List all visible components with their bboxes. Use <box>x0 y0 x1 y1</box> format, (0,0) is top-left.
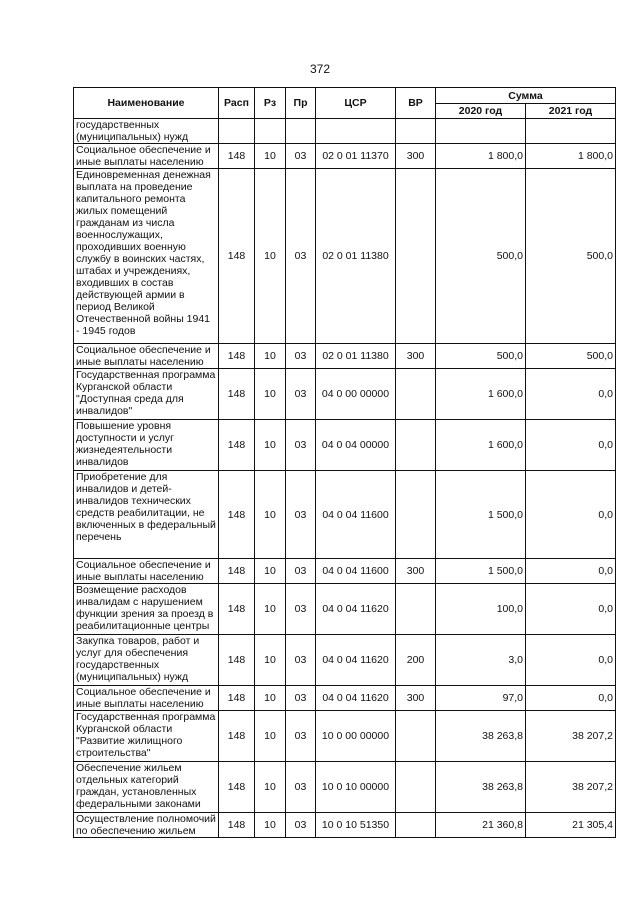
cell-rz: 10 <box>255 559 286 584</box>
table-row <box>74 559 616 584</box>
cell-name: Приобретение для инвалидов и детей-инвалидов технических средств реабилитации, не включенных в федеральный перечень <box>74 471 219 559</box>
header-year-2021: 2021 год <box>526 104 616 119</box>
cell-pr: 03 <box>286 711 316 762</box>
cell-name: Государственная программа Курганской области "Доступная среда для инвалидов" <box>74 369 219 420</box>
cell-sum-2020 <box>436 119 526 144</box>
cell-rasp: 148 <box>219 686 255 711</box>
cell-sum-2021 <box>526 119 616 144</box>
page-number: 372 <box>309 62 331 76</box>
cell-name: Осуществление полномочий по обеспечению жильем <box>74 813 219 838</box>
cell-vr: 300 <box>396 686 436 711</box>
cell-sum-2020: 38 263,8 <box>436 762 526 813</box>
cell-pr: 03 <box>286 144 316 169</box>
cell-sum-2020: 1 600,0 <box>436 369 526 420</box>
cell-rz: 10 <box>255 344 286 369</box>
cell-pr <box>286 119 316 144</box>
cell-rasp: 148 <box>219 420 255 471</box>
cell-pr: 03 <box>286 420 316 471</box>
cell-rz: 10 <box>255 144 286 169</box>
cell-name: государственных (муниципальных) нужд <box>74 119 219 144</box>
cell-name: Социальное обеспечение и иные выплаты населению <box>74 686 219 711</box>
cell-rz <box>255 119 286 144</box>
cell-vr <box>396 711 436 762</box>
cell-sum-2021: 38 207,2 <box>526 711 616 762</box>
cell-sum-2021: 0,0 <box>526 686 616 711</box>
cell-rz: 10 <box>255 762 286 813</box>
cell-name: Единовременная денежная выплата на проведение капитального ремонта жилых помещений гражданам из числа военнослужащих, проходивших военную службу в воинских частях, штабах и учреждениях, входивших в состав действующей армии в период Великой Отечественной войны 1941 - 1945 годов <box>74 169 219 344</box>
cell-rasp: 148 <box>219 711 255 762</box>
cell-sum-2021: 0,0 <box>526 559 616 584</box>
cell-sum-2021: 0,0 <box>526 471 616 559</box>
cell-name: Закупка товаров, работ и услуг для обеспечения государственных (муниципальных) нужд <box>74 635 219 686</box>
budget-table <box>73 87 616 838</box>
cell-sum-2020: 1 500,0 <box>436 471 526 559</box>
cell-csr <box>316 119 396 144</box>
cell-rasp: 148 <box>219 762 255 813</box>
cell-name: Повышение уровня доступности и услуг жизнедеятельности инвалидов <box>74 420 219 471</box>
cell-sum-2020: 3,0 <box>436 635 526 686</box>
cell-vr <box>396 420 436 471</box>
header-rz: Рз <box>255 88 286 119</box>
cell-pr: 03 <box>286 471 316 559</box>
cell-csr: 10 0 10 00000 <box>316 762 396 813</box>
table-row <box>74 169 616 344</box>
cell-csr: 04 0 04 11620 <box>316 584 396 635</box>
header-name: Наименование <box>74 88 219 119</box>
cell-sum-2021: 38 207,2 <box>526 762 616 813</box>
header-pr: Пр <box>286 88 316 119</box>
cell-csr: 10 0 00 00000 <box>316 711 396 762</box>
cell-pr: 03 <box>286 559 316 584</box>
cell-csr: 02 0 01 11380 <box>316 344 396 369</box>
cell-name: Обеспечение жильем отдельных категорий граждан, установленных федеральными законами <box>74 762 219 813</box>
cell-csr: 04 0 04 11620 <box>316 635 396 686</box>
cell-vr <box>396 369 436 420</box>
cell-vr <box>396 119 436 144</box>
cell-sum-2021: 0,0 <box>526 635 616 686</box>
cell-csr: 10 0 10 51350 <box>316 813 396 838</box>
cell-rz: 10 <box>255 471 286 559</box>
cell-sum-2021: 500,0 <box>526 169 616 344</box>
cell-vr <box>396 762 436 813</box>
cell-rasp: 148 <box>219 471 255 559</box>
cell-sum-2020: 1 600,0 <box>436 420 526 471</box>
table-row <box>74 635 616 686</box>
cell-vr: 200 <box>396 635 436 686</box>
cell-csr: 02 0 01 11370 <box>316 144 396 169</box>
cell-name: Социальное обеспечение и иные выплаты населению <box>74 144 219 169</box>
cell-sum-2021: 1 800,0 <box>526 144 616 169</box>
table-row <box>74 119 616 144</box>
cell-rasp: 148 <box>219 635 255 686</box>
cell-rasp: 148 <box>219 169 255 344</box>
cell-rz: 10 <box>255 635 286 686</box>
cell-csr: 02 0 01 11380 <box>316 169 396 344</box>
cell-pr: 03 <box>286 584 316 635</box>
cell-pr: 03 <box>286 169 316 344</box>
cell-rz: 10 <box>255 169 286 344</box>
cell-name: Возмещение расходов инвалидам с нарушением функции зрения за проезд в реабилитационные центры <box>74 584 219 635</box>
header-vr: ВР <box>396 88 436 119</box>
cell-sum-2020: 500,0 <box>436 344 526 369</box>
cell-sum-2021: 0,0 <box>526 369 616 420</box>
cell-sum-2020: 1 800,0 <box>436 144 526 169</box>
cell-rz: 10 <box>255 420 286 471</box>
cell-sum-2020: 21 360,8 <box>436 813 526 838</box>
cell-sum-2021: 21 305,4 <box>526 813 616 838</box>
cell-vr: 300 <box>396 144 436 169</box>
header-sum: Сумма <box>436 88 616 104</box>
table-row <box>74 686 616 711</box>
cell-rasp: 148 <box>219 369 255 420</box>
cell-sum-2020: 1 500,0 <box>436 559 526 584</box>
table-row <box>74 471 616 559</box>
cell-csr: 04 0 04 11600 <box>316 471 396 559</box>
cell-pr: 03 <box>286 344 316 369</box>
cell-rz: 10 <box>255 813 286 838</box>
table-row <box>74 711 616 762</box>
cell-rz: 10 <box>255 711 286 762</box>
cell-sum-2021: 500,0 <box>526 344 616 369</box>
cell-pr: 03 <box>286 635 316 686</box>
cell-sum-2020: 500,0 <box>436 169 526 344</box>
cell-rasp: 148 <box>219 813 255 838</box>
cell-name: Социальное обеспечение и иные выплаты населению <box>74 559 219 584</box>
cell-rz: 10 <box>255 686 286 711</box>
table-row <box>74 144 616 169</box>
cell-sum-2020: 100,0 <box>436 584 526 635</box>
cell-csr: 04 0 00 00000 <box>316 369 396 420</box>
header-csr: ЦСР <box>316 88 396 119</box>
table-row <box>74 762 616 813</box>
cell-sum-2020: 38 263,8 <box>436 711 526 762</box>
table-row <box>74 344 616 369</box>
cell-sum-2020: 97,0 <box>436 686 526 711</box>
cell-pr: 03 <box>286 686 316 711</box>
cell-rasp: 148 <box>219 344 255 369</box>
cell-vr: 300 <box>396 559 436 584</box>
table-row <box>74 584 616 635</box>
cell-pr: 03 <box>286 762 316 813</box>
cell-name: Социальное обеспечение и иные выплаты населению <box>74 344 219 369</box>
cell-vr <box>396 169 436 344</box>
cell-sum-2021: 0,0 <box>526 584 616 635</box>
cell-name: Государственная программа Курганской области "Развитие жилищного строительства" <box>74 711 219 762</box>
cell-sum-2021: 0,0 <box>526 420 616 471</box>
table-row <box>74 420 616 471</box>
cell-csr: 04 0 04 00000 <box>316 420 396 471</box>
cell-rasp <box>219 119 255 144</box>
table-row <box>74 369 616 420</box>
cell-rz: 10 <box>255 584 286 635</box>
cell-vr <box>396 584 436 635</box>
table-body <box>74 119 616 838</box>
cell-vr <box>396 813 436 838</box>
header-rasp: Расп <box>219 88 255 119</box>
cell-vr <box>396 471 436 559</box>
cell-rz: 10 <box>255 369 286 420</box>
table-row <box>74 813 616 838</box>
cell-pr: 03 <box>286 813 316 838</box>
cell-vr: 300 <box>396 344 436 369</box>
header-year-2020: 2020 год <box>436 104 526 119</box>
cell-rasp: 148 <box>219 584 255 635</box>
cell-csr: 04 0 04 11620 <box>316 686 396 711</box>
cell-pr: 03 <box>286 369 316 420</box>
cell-csr: 04 0 04 11600 <box>316 559 396 584</box>
cell-rasp: 148 <box>219 144 255 169</box>
cell-rasp: 148 <box>219 559 255 584</box>
